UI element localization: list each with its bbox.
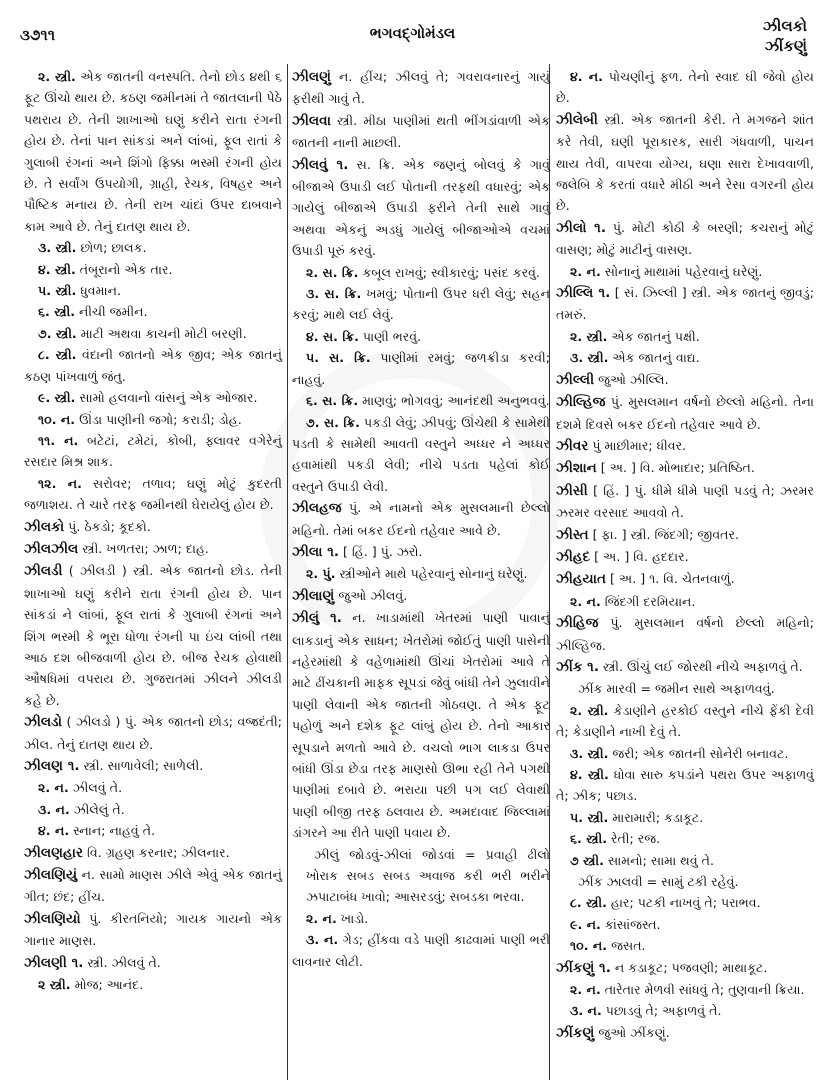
sense-line bbox=[24, 820, 282, 841]
definition-text: ન. સામો માણસ ઝીલે એવું એક જાતનું ગીત; છંદ; હીંચ. bbox=[24, 867, 282, 905]
dictionary-entry bbox=[556, 391, 814, 435]
definition-text: હાર; પટકી નાખવું તે; પરાભવ. bbox=[606, 895, 761, 911]
definition-text: પું. મોટી કોઠી કે બરણી; કચરાનું મોટું વાસણ; મોટું માટીનું વાસણ. bbox=[556, 219, 815, 258]
page-number: ૩૭૧૧ bbox=[20, 26, 56, 44]
page-header bbox=[0, 0, 825, 62]
headword: ઝીંક ૧. bbox=[556, 658, 600, 675]
definition-text: સ્ત્રીઓને માથે પહેરવાનું સોનાનું ઘરેણું. bbox=[335, 566, 528, 582]
headword: ઝીલણ ૧. bbox=[24, 758, 80, 774]
headword: ઝીલો ૧. bbox=[556, 219, 606, 236]
dictionary-entry bbox=[556, 568, 814, 590]
headword: ઝીલું ૧. bbox=[292, 610, 342, 627]
definition-text: મોજ; આનંદ. bbox=[70, 977, 144, 993]
definition-text: ન કડાકૂટ; પજવણી; માથાકૂટ. bbox=[610, 959, 768, 975]
headword: ઝીહિજ bbox=[556, 615, 599, 632]
definition-text: [ ફા. ] સ્ત્રી. જિંદગી; જીવતર. bbox=[588, 526, 740, 542]
definition-text: પું. મુસલમાન વર્ષનો છેલ્લો મહિનો. તેના દશમે દિવસે બકર ઈદનો તહેવાર આવે છે. bbox=[556, 394, 814, 432]
sense-line bbox=[292, 908, 550, 929]
headword: ઝીહયાત bbox=[556, 571, 606, 588]
definition-text: ન. ખાડામાંથી ખેતરમાં પાણી પાવાનું લાકડાનું એક સાધન; ખેતરોમાં જોઈતું પાણી પાસેની નહેરમાંથી કે વહેળામાંથી ઊંચાં ખેતરોમાં આવે તે માટે ઢીંચકાની માફક સૂપડાં જેવું બાંધી તેને ઝુલાવીને પાણી લેવાની એક જાતની ગોઠવણ. તે એક ફૂટ પહોળું અને દશેક ફૂટ લાંબું હોય છે. તેનો આકાર સૂપડાને મળતો આવે છે. વચલો ભાગ લાકડા ઉપર બાંધી ઊંડા છેડા તરફ માણસો ઊભા રહી તેને પગથી પાણીમાં દબાવે છે. ભરાયા પછી પગ લઈ લેવાથી પાણી બીજી તરફ ઠલવાય છે. અમદાવાદ જિલ્લામાં ડાંગરને આ રીતે પાણી પવાય છે. bbox=[292, 610, 550, 841]
headword: ઝીલણહાર bbox=[24, 844, 84, 861]
sense-line bbox=[292, 929, 550, 972]
definition-text: ખાડો. bbox=[336, 910, 369, 926]
sense-line bbox=[24, 323, 282, 344]
sense-marker: ૬. સ. ક્રિ. bbox=[306, 393, 359, 409]
definition-text: ધુવમાન. bbox=[76, 283, 122, 299]
headword: ઝીલેબી bbox=[556, 111, 598, 128]
definition-text: માટી અથવા કાચની મોટી બરણી. bbox=[76, 325, 247, 341]
column-1 bbox=[24, 66, 282, 995]
sense-line bbox=[24, 301, 282, 322]
sense-line bbox=[24, 259, 282, 280]
definition-text: વિ. ગ્રહણ કરનાર; ઝીલનાર. bbox=[83, 844, 230, 860]
definition-text: નીચી જમીન. bbox=[75, 304, 148, 320]
book-title: ભગવદ્ગોમંડલ bbox=[369, 24, 456, 42]
definition-text: કબૂલ રાખવું; સ્વીકારવું; પસંદ કરવું. bbox=[358, 264, 540, 280]
sense-marker: ૫. સ્ત્રી. bbox=[38, 283, 77, 299]
dictionary-entry bbox=[292, 154, 550, 262]
definition-text: ઝીલું જોડવું-ઝીલાં જોડવાં = પ્રવાહી ઢીલો ખોરાક સબડ સબડ અવાજ કરી ભરી ભરીને ઝપાટાબંધ ખાવો; આસરડવું; સબડકા ભરવા. bbox=[306, 846, 550, 905]
definition-text: સામનો; સામા થવું તે. bbox=[603, 852, 715, 868]
sense-marker: ૩. ન. bbox=[38, 801, 70, 817]
headword: ઝીલા ૧. bbox=[292, 543, 340, 560]
definition-text: સ્ત્રી. એક જાતની કેરી. તે મગજને શાંત કરે તેવી, ઘણી પૂરાકારક, સારી ગંધવાળી, પાચન થાય તેવી, વાપરવા યોગ્ય, ઘણા સારા દેખાવવાળી, જલેબિ કે કરતાં વધારે મીઠી અને રેસા વગરની હોય છે. bbox=[556, 111, 814, 214]
definition-text: જુઓ ઝીંકણું. bbox=[594, 1024, 670, 1040]
headword: ઝીલવું ૧. bbox=[292, 156, 349, 173]
definition-text: પોચણીનું ફળ. તેનો સ્વાદ ઘી જેવો હોય છે. bbox=[556, 69, 814, 106]
guide-words bbox=[763, 16, 807, 56]
dictionary-entry bbox=[556, 546, 814, 568]
dictionary-entry bbox=[24, 908, 282, 952]
definition-text: પાણી ભરવું. bbox=[358, 328, 422, 344]
definition-text: ( ઝીલડી ) સ્ત્રી. એક જાતનો છોડ. તેની શાખાઓ ઘણું કરીને રાતા રંગની હોય છે. પાન સાંકડાં ને લાંબાં, ફૂલ રાતાં કે ગુલાબી રંગનાં અને શિંગ ભસ્મી કે ભૂરા ધોળા રંગની પા ઇંચ લાંબી તથા આઠ દશ બીજવાળી હોય છે. બીજ રેચક હોવાથી ઔષધિમાં વપરાય છે. ગુજરાતમાં ઝીલને ઝીલડી કહે છે. bbox=[24, 563, 282, 708]
sense-marker: ૨. સ્ત્રી. bbox=[570, 328, 608, 344]
headword: ઝીશાન bbox=[556, 460, 597, 477]
sense-marker: ૮. સ્ત્રી. bbox=[38, 347, 77, 363]
column-2 bbox=[292, 66, 550, 972]
sense-line bbox=[24, 280, 282, 301]
sense-line bbox=[292, 412, 550, 498]
sense-marker: ૪. ન. bbox=[38, 823, 70, 839]
definition-text: પકડી લેવું; ઝીપવું; ઊંચેથી કે સામેથી પડતી કે સામેથી આવતી વસ્તુને અધ્ધર ને અધ્ધર હવામાંથી પકડી લેવી; નીચે પડતા પહેલાં કોઈ વસ્તુને ઉપાડી લેવી. bbox=[292, 414, 551, 494]
headword: ઝીલ્હિજ bbox=[556, 394, 606, 411]
sense-marker: ૩. ન. bbox=[306, 932, 339, 948]
definition-text: ઝીંક મારવી = જમીન સાથે અફાળવવું. bbox=[578, 681, 775, 697]
headword: ઝીલડી bbox=[24, 563, 63, 580]
definition-text: મારામારી; કડાકૂટ. bbox=[608, 809, 704, 825]
sense-marker: ૪. ન. bbox=[570, 69, 603, 84]
definition-text: [ અ. ] ૧. વિ. ચેતનવાળું. bbox=[606, 571, 735, 587]
headword: ઝીવર bbox=[556, 437, 589, 454]
definition-text: [ હિં. ] પું. ઝરો. bbox=[339, 543, 423, 559]
sense-line bbox=[292, 262, 550, 283]
definition-text: [ અ. ] વિ. હદદાર. bbox=[590, 548, 689, 564]
sense-marker: ૨. ન. bbox=[306, 910, 337, 926]
definition-text: તંબૂરાનો એક તાર. bbox=[75, 261, 173, 277]
dictionary-entry bbox=[556, 612, 814, 656]
definition-text: બટેટાં, ટમેટાં, કોબી, ફ્લાવર વગેરેનું રસદાર મિશ્ર શાક. bbox=[24, 432, 282, 470]
sense-line bbox=[556, 591, 814, 612]
dictionary-entry bbox=[292, 110, 550, 154]
definition-text: કેડાણીને હરકોઈ વસ્તુને નીચે ફેંકી દેવી તે; કેડાણીને નાખી દેવું તે. bbox=[556, 702, 814, 740]
sense-marker: ૨. ન. bbox=[570, 263, 601, 279]
sense-line bbox=[292, 326, 550, 347]
headword: ઝીંકણું ૧. bbox=[556, 959, 611, 976]
sense-line bbox=[556, 700, 814, 743]
definition-text: [ હિં. ] પું. ધીમે ધીમે પાણી પડવું તે; ઝરમર ઝરમર વરસાદ આવવો તે. bbox=[556, 482, 814, 521]
sense-marker: ૯. ન. bbox=[570, 916, 601, 932]
sense-marker: ૬. સ્ત્રી. bbox=[38, 304, 76, 320]
sense-line bbox=[556, 914, 814, 935]
definition-text: તારેતાર મેળવી સાંધવું તે; તુણવાની ક્રિયા. bbox=[600, 982, 805, 998]
definition-text: એક જાતની વનસ્પતિ. તેનો છોડ ૪થી ૬ ફૂટ ઊંચો થાય છે. કઠણ જમીનમાં તે જાતલાની પેઠે પથરાય છે. તેની શાખાઓ ઘણું કરીને રાતા રંગની હોય છે. તેનાં પાન સાંકડાં અને લાંબાં, ફૂલ રાતાં કે ગુલાબી રંગનાં અને શિંગો ફિક્કા ભસ્મી રંગની હોય છે. તે સર્વાંગ ઉપયોગી, ગ્રાહી, રેચક, વિષહર અને પૌષ્ટિક મનાય છે. તેની રાખ ચાંદાં ઉપર દાબવાને કામ આવે છે. તેનું દાતણ થાય છે. bbox=[24, 69, 282, 234]
sense-line bbox=[24, 473, 282, 516]
definition-text: પું. એ નામનો એક મુસલમાની છેલ્લો મહિનો. તેમાં બકર ઈદનો તહેવાર આવે છે. bbox=[292, 500, 550, 538]
sense-line bbox=[24, 237, 282, 258]
sense-line bbox=[556, 261, 814, 282]
sense-line bbox=[24, 66, 282, 237]
sense-marker: ૭. સ. ક્રિ. bbox=[306, 414, 360, 430]
sense-marker: ૩. ન. bbox=[570, 1003, 602, 1019]
sense-marker: ૭. સ્ત્રી. bbox=[38, 325, 77, 341]
sense-marker: ૨ સ્ત્રી. bbox=[38, 977, 71, 993]
definition-text: પું. મુસલમાન વર્ષનો છેલ્લો મહિનો; ઝીલ્હિજ. bbox=[556, 615, 814, 653]
definition-text: ગેડ; હીંકવા વડે પાણી કાઢવામાં પાણી ભરી લાવનાર લોટી. bbox=[292, 932, 550, 969]
sense-line bbox=[556, 743, 814, 764]
idiom-line bbox=[556, 678, 814, 699]
dictionary-entry bbox=[556, 957, 814, 979]
headword: ઝીલ્લી bbox=[556, 371, 595, 388]
definition-text: જસત. bbox=[607, 938, 646, 954]
dictionary-entry bbox=[556, 435, 814, 457]
dictionary-entry bbox=[556, 282, 814, 326]
sense-line bbox=[556, 935, 814, 956]
sense-marker: ૪. સ. ક્રિ. bbox=[306, 328, 359, 344]
sense-marker: ૩. સ્ત્રી. bbox=[570, 745, 609, 761]
definition-text: સ્ત્રી. ખળતરા; ઝાળ; દાહ. bbox=[78, 540, 209, 556]
sense-marker: ૧૨. ન. bbox=[38, 475, 82, 491]
definition-text: રેતી; રજ. bbox=[607, 831, 661, 847]
definition-text: વંદાની જાતનો એક જીવ; એક જાતનું કઠણ પાંખવાળું જંતુ. bbox=[24, 347, 282, 384]
headword: ઝીસ્ત bbox=[556, 526, 589, 543]
sense-line bbox=[556, 326, 814, 347]
dictionary-entry bbox=[292, 541, 550, 563]
sense-marker: ૨. સ. ક્રિ. bbox=[306, 264, 359, 280]
sense-line bbox=[556, 828, 814, 849]
sense-marker: ૫. સ. ક્રિ. bbox=[306, 350, 371, 366]
definition-text: પું. ઠેકડો; કૂદકો. bbox=[64, 518, 151, 534]
headword: ઝીલકો bbox=[24, 518, 65, 535]
definition-text: [ સં. ઝિલ્લી ] સ્ત્રી. એક જાતનું જીવડું; તમરું. bbox=[556, 285, 814, 323]
sense-line bbox=[292, 347, 550, 390]
definition-text: સ્નાન; નાહવું તે. bbox=[69, 823, 156, 839]
headword: ઝીલ્લિ ૧. bbox=[556, 285, 611, 302]
definition-text: સ્ત્રી. ઝીલવું તે. bbox=[83, 954, 161, 970]
sense-line bbox=[556, 347, 814, 368]
sense-line bbox=[292, 283, 550, 326]
sense-line bbox=[24, 387, 282, 408]
sense-line bbox=[556, 764, 814, 807]
definition-text: ઝીલેલું તે. bbox=[69, 801, 125, 817]
sense-line bbox=[556, 66, 814, 109]
dictionary-entry bbox=[292, 66, 550, 110]
sense-marker: ૧૦. ન. bbox=[38, 411, 76, 427]
dictionary-entry bbox=[556, 480, 814, 524]
headword: ઝીલડો bbox=[24, 714, 62, 731]
definition-text: સામો હલવાનો વાંસનું એક ઓજાર. bbox=[75, 390, 258, 406]
headword: ઝીહદ bbox=[556, 548, 591, 565]
sense-line bbox=[556, 979, 814, 1000]
definition-text: પછાડવું તે; અફાળવું તે. bbox=[601, 1003, 722, 1019]
sense-marker: ૪. સ્ત્રી. bbox=[570, 767, 609, 782]
sense-marker: ૨. સ્ત્રી. bbox=[570, 702, 609, 718]
sense-marker: ૧૦. ન. bbox=[570, 938, 608, 954]
sense-line bbox=[292, 563, 550, 584]
sense-marker: ૬. સ્ત્રી. bbox=[570, 831, 608, 847]
definition-text: કાંસાંજસ્ત. bbox=[600, 916, 661, 932]
sense-marker: ૩. સ્ત્રી. bbox=[38, 240, 77, 256]
sense-marker: ૨. ન. bbox=[570, 982, 601, 998]
sense-line bbox=[556, 807, 814, 828]
headword: ઝીલઝીલ bbox=[24, 540, 79, 557]
definition-text: ઝીંક ઝાલવી = સામું ટકી રહેવું. bbox=[578, 874, 739, 890]
dictionary-entry bbox=[24, 952, 282, 974]
definition-text: ઝીલવું તે. bbox=[68, 780, 123, 796]
dictionary-entry bbox=[24, 864, 282, 908]
dictionary-entry bbox=[556, 369, 814, 391]
sense-line bbox=[292, 390, 550, 411]
headword: ઝીલાણું bbox=[292, 587, 335, 604]
definition-text: [ અ. ] વિ. મોભાદાર; પ્રતિષ્ઠિત. bbox=[596, 460, 755, 476]
dictionary-entry bbox=[24, 842, 282, 864]
headword: ઝીસી bbox=[556, 482, 588, 499]
definition-text: એક જાતનું વાદ્ય. bbox=[608, 350, 700, 366]
sense-line bbox=[24, 430, 282, 473]
headword: ઝીલણિયું bbox=[24, 867, 78, 884]
definition-text: સરોવર; તળાવ; ઘણું મોટું કુદરતી જળાશય. તે ચારે તરફ જમીનથી ઘેરાયેલું હોય છે. bbox=[24, 475, 282, 513]
definition-text: જિંદગી દરમિયાન. bbox=[600, 593, 696, 609]
dictionary-entry bbox=[24, 538, 282, 560]
sense-marker: ૭ સ્ત્રી. bbox=[570, 852, 604, 868]
headword: ઝીલવા bbox=[292, 112, 331, 129]
headword: ઝીંકણું bbox=[556, 1024, 595, 1041]
definition-text: છોળ; છાલક. bbox=[76, 240, 147, 256]
sense-marker: ૩. સ. ક્રિ. bbox=[306, 286, 362, 302]
idiom-line bbox=[556, 871, 814, 892]
definition-text: પું માછીમાર; ધીવર. bbox=[588, 437, 687, 453]
headword: ઝીલહજ bbox=[292, 500, 342, 517]
definition-text: ખમવું; પોતાની ઉપર ધરી લેવું; સહન કરવું; માથે લઈ લેવું. bbox=[292, 286, 550, 323]
sense-marker: ૨. પું. bbox=[306, 566, 336, 582]
definition-text: ન. હીંચ; ઝીલવું તે; ગવરાવનારનું ગાયું ફરીથી ગાવું તે. bbox=[292, 69, 550, 107]
sense-line bbox=[556, 892, 814, 913]
dictionary-entry bbox=[292, 607, 550, 843]
definition-text: જુઓ ઝીલવું. bbox=[334, 587, 408, 603]
sense-marker: ૩. સ્ત્રી. bbox=[570, 350, 609, 366]
headword: ઝીલણી ૧. bbox=[24, 954, 84, 971]
sense-marker: ૨. સ્ત્રી. bbox=[38, 69, 76, 84]
dictionary-entry bbox=[24, 755, 282, 777]
definition-text: સ્ત્રી. ઊંચું લઈ જોરથી નીચે અફાળવું તે. bbox=[599, 658, 803, 674]
definition-text: સોનાનું માથામાં પહેરવાનું ઘરેણું. bbox=[600, 263, 763, 279]
guide-word-last: ઝીંકણું bbox=[764, 37, 807, 55]
dictionary-entry bbox=[24, 516, 282, 538]
sense-line bbox=[24, 974, 282, 995]
definition-text: જરી; એક જાતની સોનેરી બનાવટ. bbox=[608, 745, 789, 761]
definition-text: એક જાતનું પક્ષી. bbox=[607, 328, 700, 344]
definition-text: ધોવા સારુ કપડાંને પથરા ઉપર અફાળવું તે; ઝીક; પછાડ. bbox=[556, 767, 814, 804]
sense-line bbox=[556, 1000, 814, 1021]
dictionary-entry bbox=[556, 656, 814, 678]
guide-word-first: ઝીલકો bbox=[762, 17, 807, 35]
headword: ઝીલણું bbox=[292, 69, 331, 85]
column-divider bbox=[287, 64, 288, 1080]
definition-text: જુઓ ઝીલ્લિ. bbox=[594, 371, 669, 387]
headword: ઝીલણિયો bbox=[24, 910, 81, 927]
dictionary-entry bbox=[556, 109, 814, 217]
sense-marker: ૯. સ્ત્રી. bbox=[38, 390, 76, 406]
sense-marker: ૨. ન. bbox=[38, 780, 69, 796]
sense-line bbox=[24, 799, 282, 820]
sense-marker: ૨. ન. bbox=[570, 593, 601, 609]
sense-line bbox=[24, 409, 282, 430]
sense-marker: ૮. સ્ત્રી. bbox=[570, 895, 607, 911]
sense-line bbox=[24, 344, 282, 387]
definition-text: સ. ક્રિ. એક જણનું બોલવું કે ગાવું બીજાએ ઉપાડી લઈ પોતાની તરફથી વધારવું; એક ગાયેલું બીજાએ ઉપાડી ફરીને તેની સાથે ગાવું અથવા એકનું અડધું ગાયેલું બીજાઓએ વચમાં ઉપાડી પૂરું કરવું. bbox=[292, 156, 550, 259]
sense-marker: ૫. સ્ત્રી. bbox=[570, 809, 609, 825]
definition-text: પું. કીરતનિયો; ગાયક ગાયનો એક ગાનાર માણસ. bbox=[24, 910, 282, 949]
dictionary-entry bbox=[24, 560, 282, 711]
sense-marker: ૪. સ્ત્રી. bbox=[38, 261, 76, 277]
sense-line bbox=[556, 850, 814, 871]
dictionary-entry bbox=[292, 497, 550, 541]
dictionary-entry bbox=[24, 711, 282, 755]
definition-text: ( ઝીલડો ) પું. એક જાતનો છોડ; વજ્રદંતી; ઝીલ. તેનું દાતણ થાય છે. bbox=[24, 714, 282, 752]
sense-line bbox=[24, 777, 282, 798]
definition-text: સ્ત્રી. મીઠા પાણીમાં થતી ભીંગડાંવાળી એક જાતની નાની માછલી. bbox=[292, 112, 550, 151]
dictionary-entry bbox=[292, 585, 550, 607]
dictionary-entry bbox=[556, 457, 814, 479]
definition-text: સ્ત્રી. સાળાવેલી; સાળેલી. bbox=[79, 758, 204, 773]
dictionary-entry bbox=[556, 1022, 814, 1044]
definition-text: ઊંડા પાણીની જગો; કરાડી; ડોહ. bbox=[75, 411, 242, 427]
dictionary-entry bbox=[556, 524, 814, 546]
definition-text: માણવું; ભોગવવું; આનંદથી અનુભવવું. bbox=[358, 393, 550, 409]
idiom-line bbox=[292, 844, 550, 908]
dictionary-entry bbox=[556, 217, 814, 261]
column-3 bbox=[556, 66, 814, 1044]
sense-marker: ૧૧. ન. bbox=[38, 432, 79, 448]
definition-text: પાણીમાં રમવું; જળક્રીડા કરવી; નાહવું. bbox=[292, 350, 550, 387]
